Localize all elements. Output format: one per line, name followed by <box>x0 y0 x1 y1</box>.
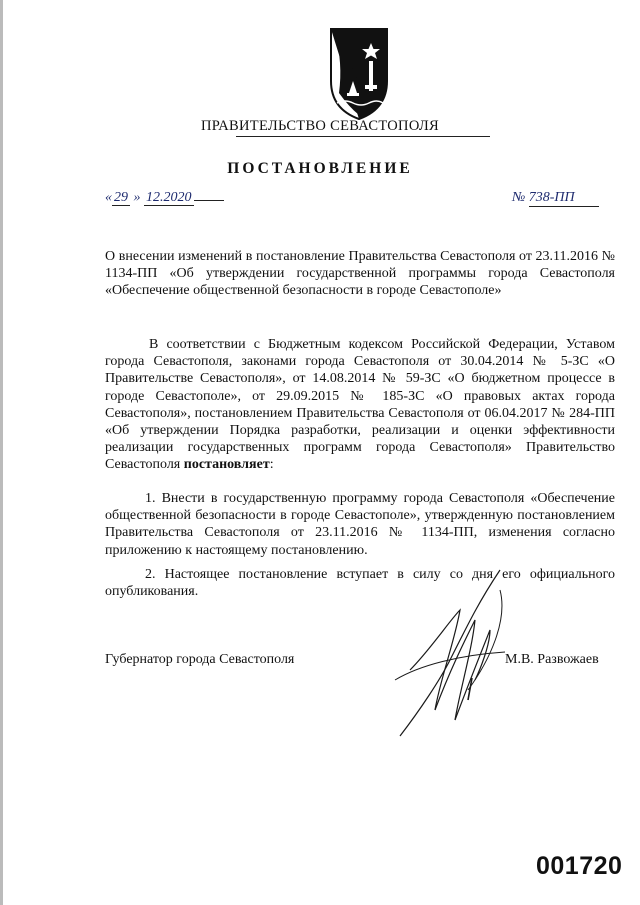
signatory-title: Губернатор города Севастополя <box>105 652 295 667</box>
preamble-keyword: постановляет <box>183 457 270 473</box>
preamble-text: В соответствии с Бюджетным кодексом Российской Федерации, Уставом города Севастополя, законами города Севастополя от 30.04.2014 № 5-ЗС «О Правительстве Севастополя», от 14.08.2014 № 59-ЗС «О бюджетном процессе в городе Севастополе», от 29.09.2015 № 185-ЗС «О правовых актах города Севастополя», постановлением Правительства Севастополя от 06.04.2017 № 284-ПП «Об утверждении Порядка разработки, реализации и оценки эффективности реализации государственных программ города Севастополя» Правительство Севастополя <box>105 337 615 473</box>
signatory-name: М.В. Развожаев <box>505 652 599 667</box>
date-day: 29 <box>114 190 128 205</box>
date-underline <box>194 200 224 201</box>
preamble-paragraph <box>105 336 615 474</box>
organization-title: ПРАВИТЕЛЬСТВО СЕВАСТОПОЛЯ <box>201 118 439 134</box>
header-rule <box>236 136 490 137</box>
document-date <box>105 190 224 206</box>
coat-of-arms-emblem <box>323 23 395 121</box>
date-open-quote: « <box>105 190 112 205</box>
clause-1: 1. Внести в государственную программу города Севастополя «Обеспечение общественной безопасности в городе Севастополе», утвержденную постановлением Правительства Севастополя от 23.11.2016 № 1134-ПП, изменения согласно приложению к настоящему постановлению. <box>105 491 615 558</box>
number-prefix: № <box>512 190 526 205</box>
document-type-heading: ПОСТАНОВЛЕНИЕ <box>227 160 413 177</box>
document-number <box>512 190 599 207</box>
clause-2: 2. Настоящее постановление вступает в силу со дня его официального опубликования. <box>105 567 615 600</box>
serial-number: 001720 <box>536 852 623 880</box>
document-subject: О внесении изменений в постановление Правительства Севастополя от 23.11.2016 № 1134-ПП «Об утверждении государственной программы города Севастополя «Обеспечение общественной безопасности в городе Севастополе» <box>105 249 615 299</box>
preamble-end: : <box>269 457 274 473</box>
handwritten-signature <box>380 560 530 740</box>
number-value: 738-ПП <box>529 190 599 207</box>
scan-edge <box>0 0 3 905</box>
date-month-year: 12.2020 <box>146 190 192 205</box>
date-close-quote: » <box>133 190 141 205</box>
